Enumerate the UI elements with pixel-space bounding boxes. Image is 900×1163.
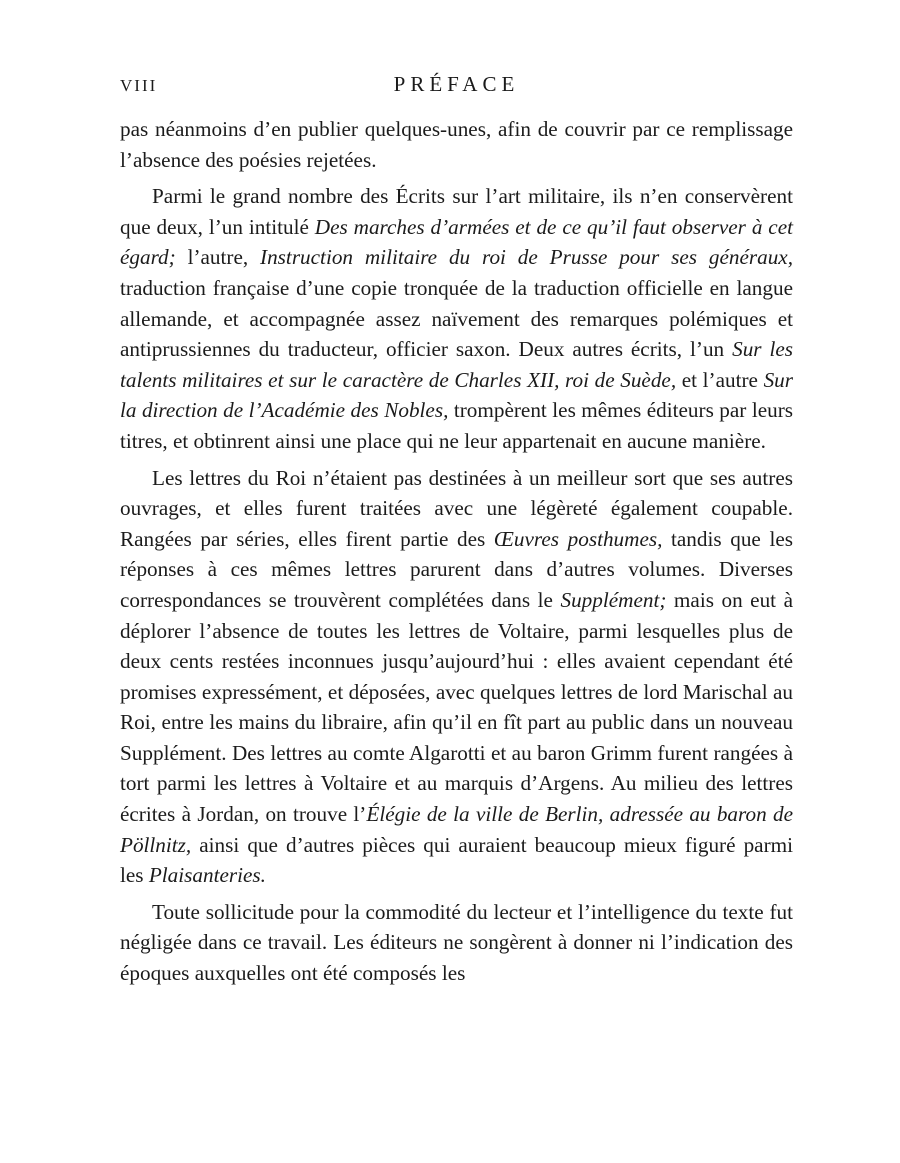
italic-title: Des marches d’armées et de ce qu’il faut observer à cet égard; [120,214,793,270]
text-run: Parmi le grand nombre des Écrits sur l’art militaire, ils n’en conservèrent que deux, l’un intitulé [120,184,793,239]
paragraph [120,114,793,175]
italic-title: Supplément; [560,587,667,612]
paragraph [120,463,793,891]
italic-title: Sur la direction de l’Académie des Nobles, [120,367,794,423]
italic-title: Instruction militaire du roi de Prusse pour ses généraux, [260,245,793,270]
text-run: l’autre, [175,245,261,270]
italic-title: Élégie de la ville de Berlin, adressée au baron de Pöllnitz, [120,802,794,857]
italic-title: Plaisanteries. [148,863,266,888]
text-run: et l’autre [676,367,764,392]
page-number: VIII [120,76,158,95]
italic-title: Œuvres posthumes, [493,526,663,551]
text-run: ainsi que d’autres pièces qui auraient beaucoup mieux figuré parmi les [120,832,793,888]
text-run: pas néanmoins d’en publier quelques-unes, afin de couvrir par ce remplissage l’absence des poésies rejetées. [120,117,793,172]
text-run: tandis que les réponses à ces mêmes lettres parurent dans d’autres volumes. Diverses correspondances se trouvèrent complétées dans le [120,526,793,612]
body-text [120,114,793,989]
text-run: trompèrent les mêmes éditeurs par leurs titres, et obtinrent ainsi une place qui ne leur appartenait en aucune manière. [120,398,793,453]
paragraph [120,181,793,456]
italic-title: Sur les talents militaires et sur le caractère de Charles XII, roi de Suède, [120,337,794,392]
text-run: Toute sollicitude pour la commodité du lecteur et l’intelligence du texte fut négligée dans ce travail. Les éditeurs ne songèrent à donner ni l’indication des époques auxquelles ont été composés les [120,899,793,986]
text-run: Les lettres du Roi n’étaient pas destinées à un meilleur sort que ses autres ouvrages, et elles furent traitées avec une légèreté également coupable. Rangées par séries, elles firent partie des [120,465,793,551]
page-header [120,70,793,104]
text-run: mais on eut à déplorer l’absence de toutes les lettres de Voltaire, parmi lesquelles plus de deux cents restées inconnues jusqu’aujourd’hui : elles avaient cependant été promises expressément, et déposées, avec quelques lettres de lord Marischal au Roi, entre les mains du libraire, afin qu’il en fît part au public dans un nouveau Supplément. Des lettres au comte Algarotti et au baron Grimm furent rangées à tort parmi les lettres à Voltaire et au marquis d’Argens. Au milieu des lettres écrites à Jordan, on trouve l’ [120,587,793,827]
running-title: PRÉFACE [393,72,520,96]
text-run: traduction française d’une copie tronquée de la traduction officielle en langue allemande, et accompagnée assez naïvement des remarques polémiques et antiprussiennes du traducteur, officier saxon. Deux autres écrits, l’un [120,275,793,362]
paragraph [120,897,793,989]
